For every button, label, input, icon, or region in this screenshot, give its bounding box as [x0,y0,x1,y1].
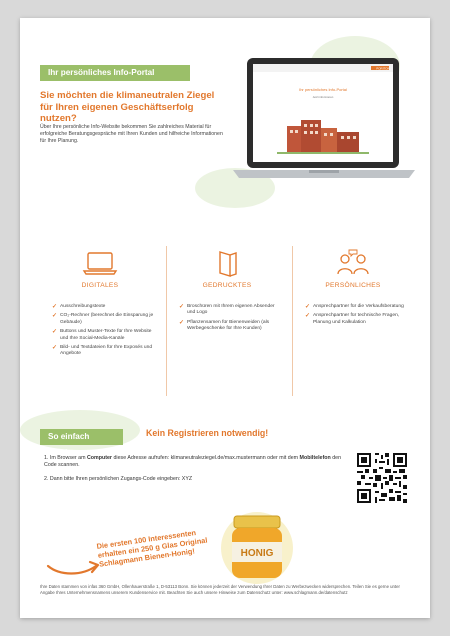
laptop-illustration [225,48,423,216]
portal-headline: Sie möchten die klimaneutralen Ziegel für Ihren eigenen Geschäftserfolg nutzen? [40,90,215,124]
digital-list [52,304,156,361]
check-icon: ✓ [305,313,311,320]
list-item: ✓ Bild- und Textdateien für Ihre Exposés und Angebote [52,345,153,357]
offer-columns [40,246,410,396]
howto-banner: So einfach geht's: [40,429,123,445]
column-title: DIGITALES [81,282,119,289]
jar-label: HONIG [240,548,274,559]
privacy-footer: Ihre Daten stammen von infas 360 GmbH, Ollenhauerstraße 1, D-53113 Bonn. Sie können jederzeit der Verwendung Ihrer Daten zu Werbezwecken widersprechen. Teilen Sie es gerne unter Angabe Ihres Unternehmensnamens unserem Kundenservice mit. Beachten Sie auch unsere Hinweise zum Datenschutz unter: www.schlagmann.de/datenschutz [40,584,400,596]
list-item: ✓ CO₂-Rechner (berechnet die Einsparung je Gebäude) [52,313,154,325]
check-icon: ✓ [52,313,58,320]
honey-jar-image [218,506,296,586]
column-title: GEDRUCKTES [202,282,252,289]
list-item: ✓ Broschüren mit Ihrem eigenen Absender und Logo [179,304,275,316]
list-item: ✓ Buttons und Muster-Texte für Ihre Website und Ihre Social-Media-Kanäle [52,329,152,341]
column-personal [292,246,412,396]
print-list [179,304,283,336]
check-icon: ✓ [305,304,311,310]
screen-brand: PORITON [376,66,390,71]
column-title: PERSÖNLICHES [325,282,381,289]
list-item: ✓ Ansprechpartner für technische Fragen, Planung und Kalkulation [305,313,400,325]
column-digital [40,246,160,396]
people-icon [334,248,372,278]
list-item: ✓ Ansprechpartner für die Verkaufsberatung [305,304,404,310]
screen-subtitle: Jetzt informieren [312,95,334,99]
portal-intro: Über Ihre persönliche Info-Website bekommen Sie zahlreiches Material für erfolgreiche Beratungsgespräche mit Ihren Kunden und hilfreiche Informationen für Ihre Planung. [40,124,223,144]
honey-promo-text: Die ersten 100 Interessenten erhalten ein 250 g Glas Original Schlagmann Bienen-Honig! [96,528,208,569]
check-icon: ✓ [179,319,185,326]
check-icon: ✓ [52,329,58,336]
qr-code[interactable] [357,453,407,503]
check-icon: ✓ [52,304,58,310]
list-item: ✓ Pflanzensamen für Bienenweiden (als Werbegeschenke für Ihre Kunden) [179,319,270,332]
flyer-page [20,18,430,618]
portal-banner: Ihr persönliches Info-Portal [40,65,190,81]
step-2: 2. Dann bitte Ihren persönlichen Zugangs-Code eingeben: XYZ [44,476,193,483]
column-print [166,246,286,396]
no-registration-slogan: Kein Registrieren notwendig! [146,428,269,438]
check-icon: ✓ [52,345,58,352]
brochure-icon [208,248,246,278]
laptop-icon [81,248,119,278]
screen-title: Ihr persönliches Info-Portal [299,87,347,92]
howto-steps [44,455,344,491]
check-icon: ✓ [179,304,185,310]
personal-list [305,304,409,329]
step-1: 1. Im Browser am Computer diese Adresse aufrufen: klimaneutraleziegel.de/max.mustermann oder mit dem Mobiltelefon den Code scannen. [44,455,342,469]
list-item: ✓ Ausschreibungstexte [52,304,106,310]
